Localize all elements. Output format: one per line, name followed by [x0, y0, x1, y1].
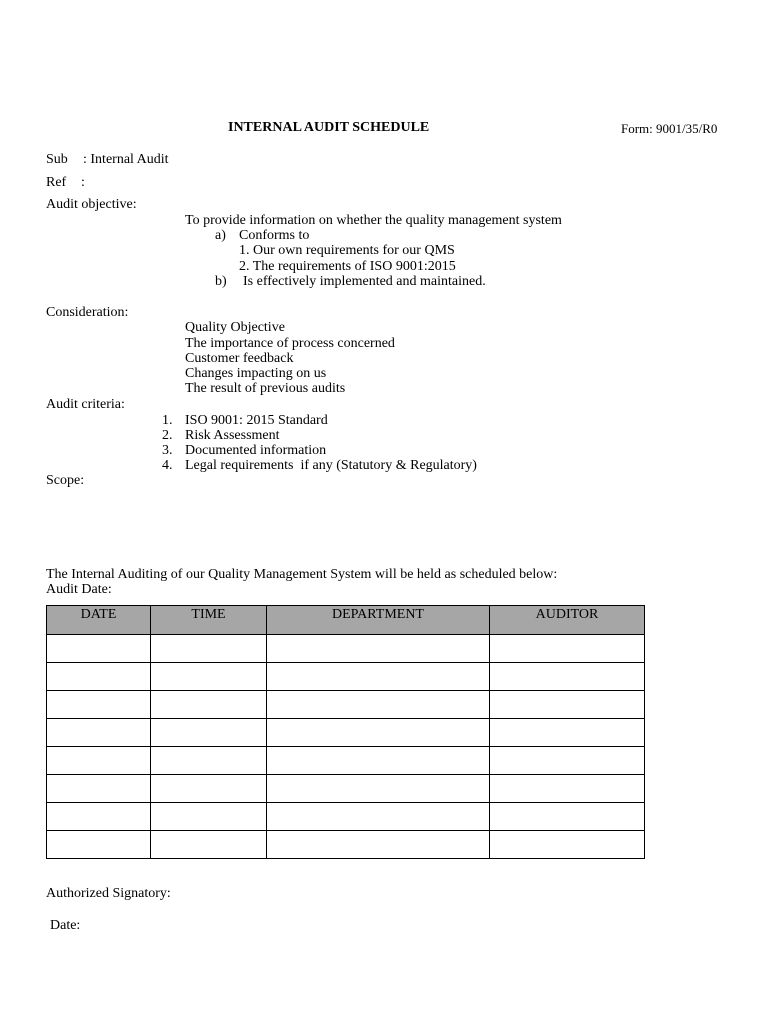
- time-cell[interactable]: [151, 691, 267, 719]
- objective-b-text: Is effectively implemented and maintained.: [243, 274, 486, 289]
- date-cell[interactable]: [47, 803, 151, 831]
- audit-objective-intro: To provide information on whether the quality management system: [185, 213, 562, 228]
- schedule-intro: The Internal Auditing of our Quality Management System will be held as scheduled below:: [46, 567, 558, 582]
- date-cell[interactable]: [47, 831, 151, 859]
- department-cell[interactable]: [267, 775, 490, 803]
- department-cell[interactable]: [267, 691, 490, 719]
- table-row: [47, 635, 645, 663]
- time-cell[interactable]: [151, 831, 267, 859]
- date-cell[interactable]: [47, 663, 151, 691]
- auditor-cell[interactable]: [490, 663, 645, 691]
- department-cell[interactable]: [267, 719, 490, 747]
- objective-a-text: Conforms to: [239, 228, 310, 243]
- criteria-number: 2.: [162, 428, 173, 443]
- column-header-time: TIME: [151, 606, 267, 635]
- department-cell[interactable]: [267, 635, 490, 663]
- criteria-number: 1.: [162, 413, 173, 428]
- criteria-item: Legal requirements if any (Statutory & Regulatory): [185, 458, 477, 473]
- criteria-number: 3.: [162, 443, 173, 458]
- time-cell[interactable]: [151, 635, 267, 663]
- department-cell[interactable]: [267, 663, 490, 691]
- sub-value: : Internal Audit: [83, 152, 169, 167]
- table-row: [47, 691, 645, 719]
- ref-value: :: [81, 175, 85, 190]
- page-title: INTERNAL AUDIT SCHEDULE: [228, 120, 430, 135]
- sub-label: Sub: [46, 152, 68, 167]
- consideration-item: The importance of process concerned: [185, 336, 395, 351]
- consideration-item: The result of previous audits: [185, 381, 346, 396]
- auditor-cell[interactable]: [490, 747, 645, 775]
- date-cell[interactable]: [47, 747, 151, 775]
- date-cell[interactable]: [47, 691, 151, 719]
- table-row: [47, 663, 645, 691]
- date-cell[interactable]: [47, 775, 151, 803]
- department-cell[interactable]: [267, 803, 490, 831]
- ref-label: Ref: [46, 175, 67, 190]
- auditor-cell[interactable]: [490, 775, 645, 803]
- department-cell[interactable]: [267, 831, 490, 859]
- time-cell[interactable]: [151, 663, 267, 691]
- auditor-cell[interactable]: [490, 691, 645, 719]
- authorized-signatory-label: Authorized Signatory:: [46, 886, 171, 901]
- table-row: [47, 803, 645, 831]
- column-header-auditor: AUDITOR: [490, 606, 645, 635]
- auditor-cell[interactable]: [490, 831, 645, 859]
- audit-objective-label: Audit objective:: [46, 197, 137, 212]
- audit-criteria-label: Audit criteria:: [46, 397, 125, 412]
- table-row: [47, 747, 645, 775]
- table-row: [47, 719, 645, 747]
- table-header-row: [47, 606, 645, 635]
- objective-b-marker: b): [215, 274, 227, 289]
- date-label: Date:: [50, 918, 81, 933]
- department-cell[interactable]: [267, 747, 490, 775]
- audit-date-label: Audit Date:: [46, 582, 112, 597]
- consideration-item: Changes impacting on us: [185, 366, 327, 381]
- time-cell[interactable]: [151, 803, 267, 831]
- criteria-number: 4.: [162, 458, 173, 473]
- column-header-department: DEPARTMENT: [267, 606, 490, 635]
- audit-schedule-table: [46, 605, 645, 859]
- objective-a-item: 1. Our own requirements for our QMS: [239, 243, 455, 258]
- time-cell[interactable]: [151, 775, 267, 803]
- table-row: [47, 831, 645, 859]
- scope-label: Scope:: [46, 473, 85, 488]
- consideration-label: Consideration:: [46, 305, 129, 320]
- column-header-date: DATE: [47, 606, 151, 635]
- form-number: Form: 9001/35/R0: [621, 121, 718, 136]
- criteria-item: ISO 9001: 2015 Standard: [185, 413, 328, 428]
- objective-a-item: 2. The requirements of ISO 9001:2015: [239, 259, 456, 274]
- time-cell[interactable]: [151, 719, 267, 747]
- consideration-item: Quality Objective: [185, 320, 285, 335]
- objective-a-marker: a): [215, 228, 226, 243]
- table-row: [47, 775, 645, 803]
- criteria-item: Documented information: [185, 443, 327, 458]
- auditor-cell[interactable]: [490, 719, 645, 747]
- date-cell[interactable]: [47, 719, 151, 747]
- time-cell[interactable]: [151, 747, 267, 775]
- criteria-item: Risk Assessment: [185, 428, 280, 443]
- auditor-cell[interactable]: [490, 635, 645, 663]
- consideration-item: Customer feedback: [185, 351, 294, 366]
- date-cell[interactable]: [47, 635, 151, 663]
- auditor-cell[interactable]: [490, 803, 645, 831]
